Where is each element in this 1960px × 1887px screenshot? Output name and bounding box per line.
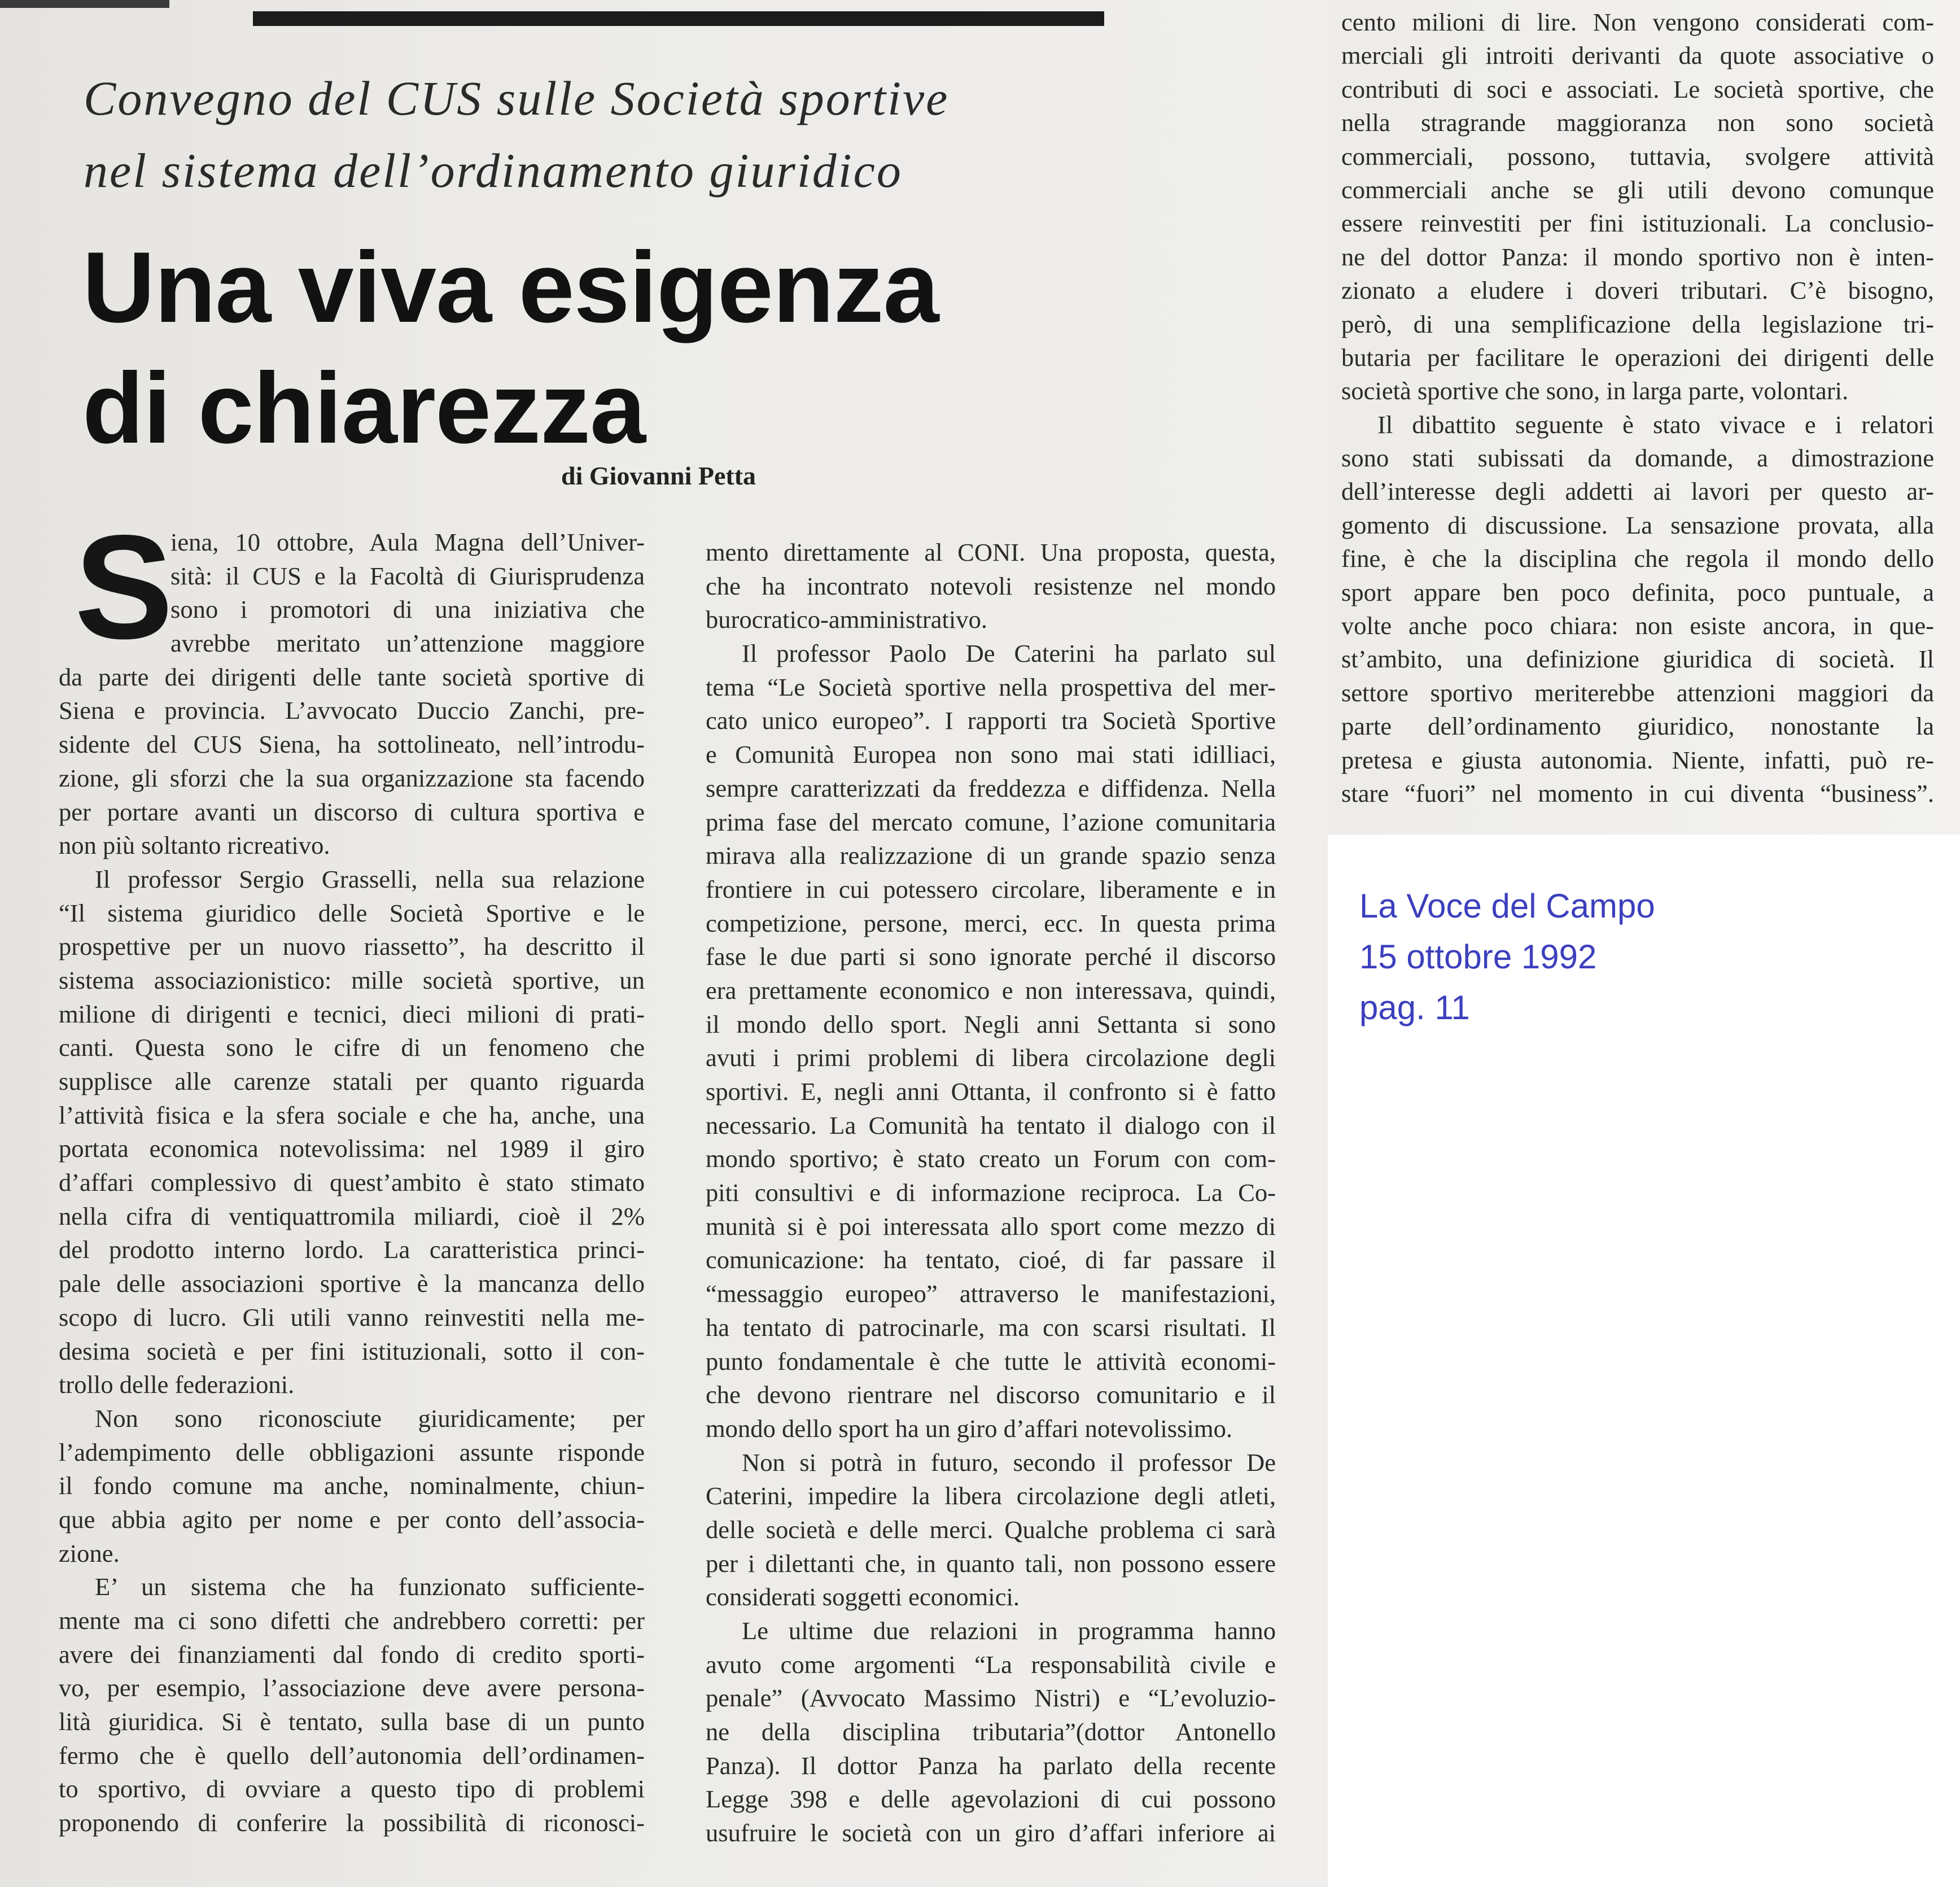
text-line: però, di una semplificazione della legislazione tri- xyxy=(1341,309,1934,338)
text-line: non più soltanto ricreativo. xyxy=(59,831,330,860)
text-line: usufruire le società con un giro d’affari inferiore ai xyxy=(706,1819,1276,1847)
text-line: E’ un sistema che ha funzionato sufficiente- xyxy=(95,1572,645,1601)
text-line: merciali gli introiti derivanti da quote associative o xyxy=(1341,41,1934,70)
kicker-line-2: nel sistema dell’ordinamento giuridico xyxy=(84,143,903,198)
text-line: mente ma ci sono difetti che andrebbero corretti: per xyxy=(59,1606,645,1635)
text-line: cento milioni di lire. Non vengono considerati com- xyxy=(1341,8,1934,36)
text-line: zione, gli sforzi che la sua organizzazione sta facendo xyxy=(59,763,645,792)
article-byline: di Giovanni Petta xyxy=(561,461,756,490)
article-column-2 xyxy=(706,536,1276,1850)
text-line: nella stragrande maggioranza non sono società xyxy=(1341,108,1934,137)
text-line: mirava alla realizzazione di un grande spazio senza xyxy=(706,841,1276,870)
text-line: delle società e delle merci. Qualche problema ci sarà xyxy=(706,1515,1276,1544)
text-line: avere dei finanziamenti dal fondo di credito sporti- xyxy=(59,1640,645,1668)
text-line: to sportivo, di ovviare a questo tipo di problemi xyxy=(59,1775,645,1803)
text-line: st’ambito, una definizione giuridica di società. Il xyxy=(1341,645,1934,674)
text-line: essere reinvestiti per fini istituzionali. La conclusio- xyxy=(1341,209,1934,238)
text-line: Panza). Il dottor Panza ha parlato della recente xyxy=(706,1751,1276,1780)
text-line: Siena e provincia. L’avvocato Duccio Zanchi, pre- xyxy=(59,696,645,725)
text-line: fine, è che la disciplina che regola il mondo dello xyxy=(1341,544,1934,573)
text-line: lità giuridica. Si è tentato, sulla base di un punto xyxy=(59,1707,645,1736)
text-line: portata economica notevolissima: nel 1989 il giro xyxy=(59,1134,645,1163)
text-line: commerciali, possono, tuttavia, svolgere attività xyxy=(1341,142,1934,171)
text-line: sistema associazionistico: mille società sportive, un xyxy=(59,966,645,994)
text-line: scopo di lucro. Gli utili vanno reinvestiti nella me- xyxy=(59,1303,645,1331)
text-line: dell’interesse degli addetti ai lavori per questo ar- xyxy=(1341,477,1934,506)
kicker-line-1: Convegno del CUS sulle Società sportive xyxy=(84,71,950,125)
text-line: Caterini, impedire la libera circolazione degli atleti, xyxy=(706,1482,1276,1510)
text-line: Il professor Sergio Grasselli, nella sua relazione xyxy=(95,864,645,893)
text-line: fermo che è quello dell’autonomia dell’ordinamen- xyxy=(59,1741,645,1770)
text-line: competizione, persone, merci, ecc. In questa prima xyxy=(706,908,1276,937)
text-line: iena, 10 ottobre, Aula Magna dell’Univer- xyxy=(170,528,645,556)
text-line: canti. Questa sono le cifre di un fenomeno che xyxy=(59,1033,645,1062)
text-line: il mondo dello sport. Negli anni Settanta si sono xyxy=(706,1010,1276,1038)
drop-cap: S xyxy=(75,504,173,670)
headline-line-2: di chiarezza xyxy=(82,352,646,464)
top-edge-strip xyxy=(0,0,169,8)
source-page: pag. 11 xyxy=(1359,989,1470,1027)
text-line: proponendo di conferire la possibilità di riconosci- xyxy=(59,1809,645,1837)
text-line: avuti i primi problemi di libera circolazione degli xyxy=(706,1043,1276,1072)
text-line: sport appare ben poco definita, poco puntuale, a xyxy=(1341,578,1934,606)
text-line: l’attività fisica e la sfera sociale e che ha, anche, una xyxy=(59,1100,645,1129)
text-line: necessario. La Comunità ha tentato il dialogo con il xyxy=(706,1111,1276,1139)
text-line: milione di dirigenti e tecnici, dieci milioni di prati- xyxy=(59,999,645,1028)
text-line: supplisce alle carenze statali per quanto riguarda xyxy=(59,1067,645,1095)
source-publication: La Voce del Campo xyxy=(1359,887,1655,925)
text-line: il fondo comune ma anche, nominalmente, chiun- xyxy=(59,1471,645,1500)
text-line: sono stati subissati da domande, a dimostrazione xyxy=(1341,444,1934,473)
text-line: considerati soggetti economici. xyxy=(706,1583,1020,1611)
text-line: del prodotto interno lordo. La caratteristica princi- xyxy=(59,1235,645,1264)
text-line: sono i promotori di una iniziativa che xyxy=(170,595,645,624)
text-line: mondo dello sport ha un giro d’affari notevolissimo. xyxy=(706,1414,1233,1443)
article-column-3 xyxy=(1341,6,1934,810)
text-line: “messaggio europeo” attraverso le manifestazioni, xyxy=(706,1279,1276,1308)
text-line: prima fase del mercato comune, l’azione comunitaria xyxy=(706,807,1276,836)
text-line: trollo delle federazioni. xyxy=(59,1370,295,1399)
text-line: mondo sportivo; è stato creato un Forum con com- xyxy=(706,1145,1276,1173)
text-line: nella cifra di ventiquattromila miliardi, cioè il 2% xyxy=(59,1202,645,1230)
text-line: commerciali anche se gli utili devono comunque xyxy=(1341,175,1934,204)
text-line: zione. xyxy=(59,1539,120,1567)
text-line: che devono rientrare nel discorso comunitario e il xyxy=(706,1381,1276,1409)
text-line: que abbia agito per nome e per conto dell’associa- xyxy=(59,1505,645,1534)
text-line: parte dell’ordinamento giuridico, nonostante la xyxy=(1341,712,1934,741)
text-line: fase le due parti si sono ignorate perché il discorso xyxy=(706,942,1276,971)
text-line: stare “fuori” nel momento in cui diventa “business”. xyxy=(1341,779,1934,807)
source-date: 15 ottobre 1992 xyxy=(1359,938,1597,976)
text-line: era prettamente economico e non interessava, quindi, xyxy=(706,976,1276,1004)
text-line: frontiere in cui potessero circolare, liberamente e in xyxy=(706,875,1276,903)
text-line: piti consultivi e di informazione reciproca. La Co- xyxy=(706,1178,1276,1207)
text-line: e Comunità Europea non sono mai stati idilliaci, xyxy=(706,740,1276,769)
text-line: ha tentato di patrocinarle, ma con scarsi risultati. Il xyxy=(706,1313,1276,1342)
text-line: Non sono riconosciute giuridicamente; per xyxy=(95,1404,645,1432)
text-line: Le ultime due relazioni in programma hanno xyxy=(742,1617,1276,1645)
text-line: vo, per esempio, l’associazione deve avere persona- xyxy=(59,1674,645,1702)
text-line: avuto come argomenti “La responsabilità civile e xyxy=(706,1650,1276,1679)
text-line: settore sportivo meriterebbe attenzioni maggiori da xyxy=(1341,678,1934,707)
text-line: Legge 398 e delle agevolazioni di cui possono xyxy=(706,1785,1276,1814)
headline-line-1: Una viva esigenza xyxy=(82,231,939,343)
text-line: avrebbe meritato un’attenzione maggiore xyxy=(170,629,645,658)
text-line: sempre caratterizzati da freddezza e diffidenza. Nella xyxy=(706,774,1276,802)
source-note xyxy=(1359,881,1655,1033)
text-line: società sportive che sono, in larga parte, volontari. xyxy=(1341,377,1849,405)
text-line: d’affari complessivo di quest’ambito è stato stimato xyxy=(59,1168,645,1197)
text-line: mento direttamente al CONI. Una proposta, questa, xyxy=(706,538,1276,566)
text-line: desima società e per fini istituzionali, sotto il con- xyxy=(59,1336,645,1365)
text-line: pale delle associazioni sportive è la mancanza dello xyxy=(59,1269,645,1298)
text-line: sportivi. E, negli anni Ottanta, il confronto si è fatto xyxy=(706,1077,1276,1106)
text-line: che ha incontrato notevoli resistenze nel mondo xyxy=(706,571,1276,600)
text-line: ne della disciplina tributaria”(dottor Antonello xyxy=(706,1718,1276,1746)
text-line: punto fondamentale è che tutte le attività economi- xyxy=(706,1347,1276,1375)
text-line: prospettive per un nuovo riassetto”, ha descritto il xyxy=(59,932,645,961)
text-line: pretesa e giusta autonomia. Niente, infatti, può re- xyxy=(1341,745,1934,774)
text-line: contributi di soci e associati. Le società sportive, che xyxy=(1341,75,1934,103)
text-line: Il professor Paolo De Caterini ha parlato sul xyxy=(742,639,1276,668)
text-line: volte anche poco chiara: non esiste ancora, in que- xyxy=(1341,611,1934,640)
text-line: per i dilettanti che, in quanto tali, non possono essere xyxy=(706,1549,1276,1578)
text-line: sidente del CUS Siena, ha sottolineato, nell’introdu- xyxy=(59,730,645,759)
text-line: tema “Le Società sportive nella prospettiva del mer- xyxy=(706,672,1276,701)
text-line: gomento di discussione. La sensazione provata, alla xyxy=(1341,510,1934,539)
text-line: sità: il CUS e la Facoltà di Giurisprudenza xyxy=(170,561,645,590)
text-line: l’adempimento delle obbligazioni assunte risponde xyxy=(59,1438,645,1466)
text-line: per portare avanti un discorso di cultura sportiva e xyxy=(59,797,645,826)
text-line: cato unico europeo”. I rapporti tra Società Sportive xyxy=(706,706,1276,735)
text-line: Il dibattito seguente è stato vivace e i relatori xyxy=(1377,410,1934,439)
text-line: penale” (Avvocato Massimo Nistri) e “L’evoluzio- xyxy=(706,1684,1276,1713)
text-line: ne del dottor Panza: il mondo sportivo non è inten- xyxy=(1341,242,1934,271)
text-line: Non si potrà in futuro, secondo il professor De xyxy=(742,1448,1276,1477)
text-line: “Il sistema giuridico delle Società Sportive e le xyxy=(59,898,645,927)
text-line: burocratico-amministrativo. xyxy=(706,605,988,634)
article-headline xyxy=(82,227,1211,469)
text-line: zionato a eludere i doveri tributari. C’è bisogno, xyxy=(1341,276,1934,305)
article-kicker xyxy=(84,62,1269,207)
text-line: munità si è poi interessata allo sport come mezzo di xyxy=(706,1212,1276,1240)
header-rule xyxy=(253,11,1104,26)
article-column-1 xyxy=(59,504,645,1840)
text-line: comunicazione: ha tentato, cioé, di far passare il xyxy=(706,1246,1276,1274)
text-line: butaria per facilitare le operazioni dei dirigenti delle xyxy=(1341,343,1934,372)
text-line: da parte dei dirigenti delle tante società sportive di xyxy=(59,662,645,691)
